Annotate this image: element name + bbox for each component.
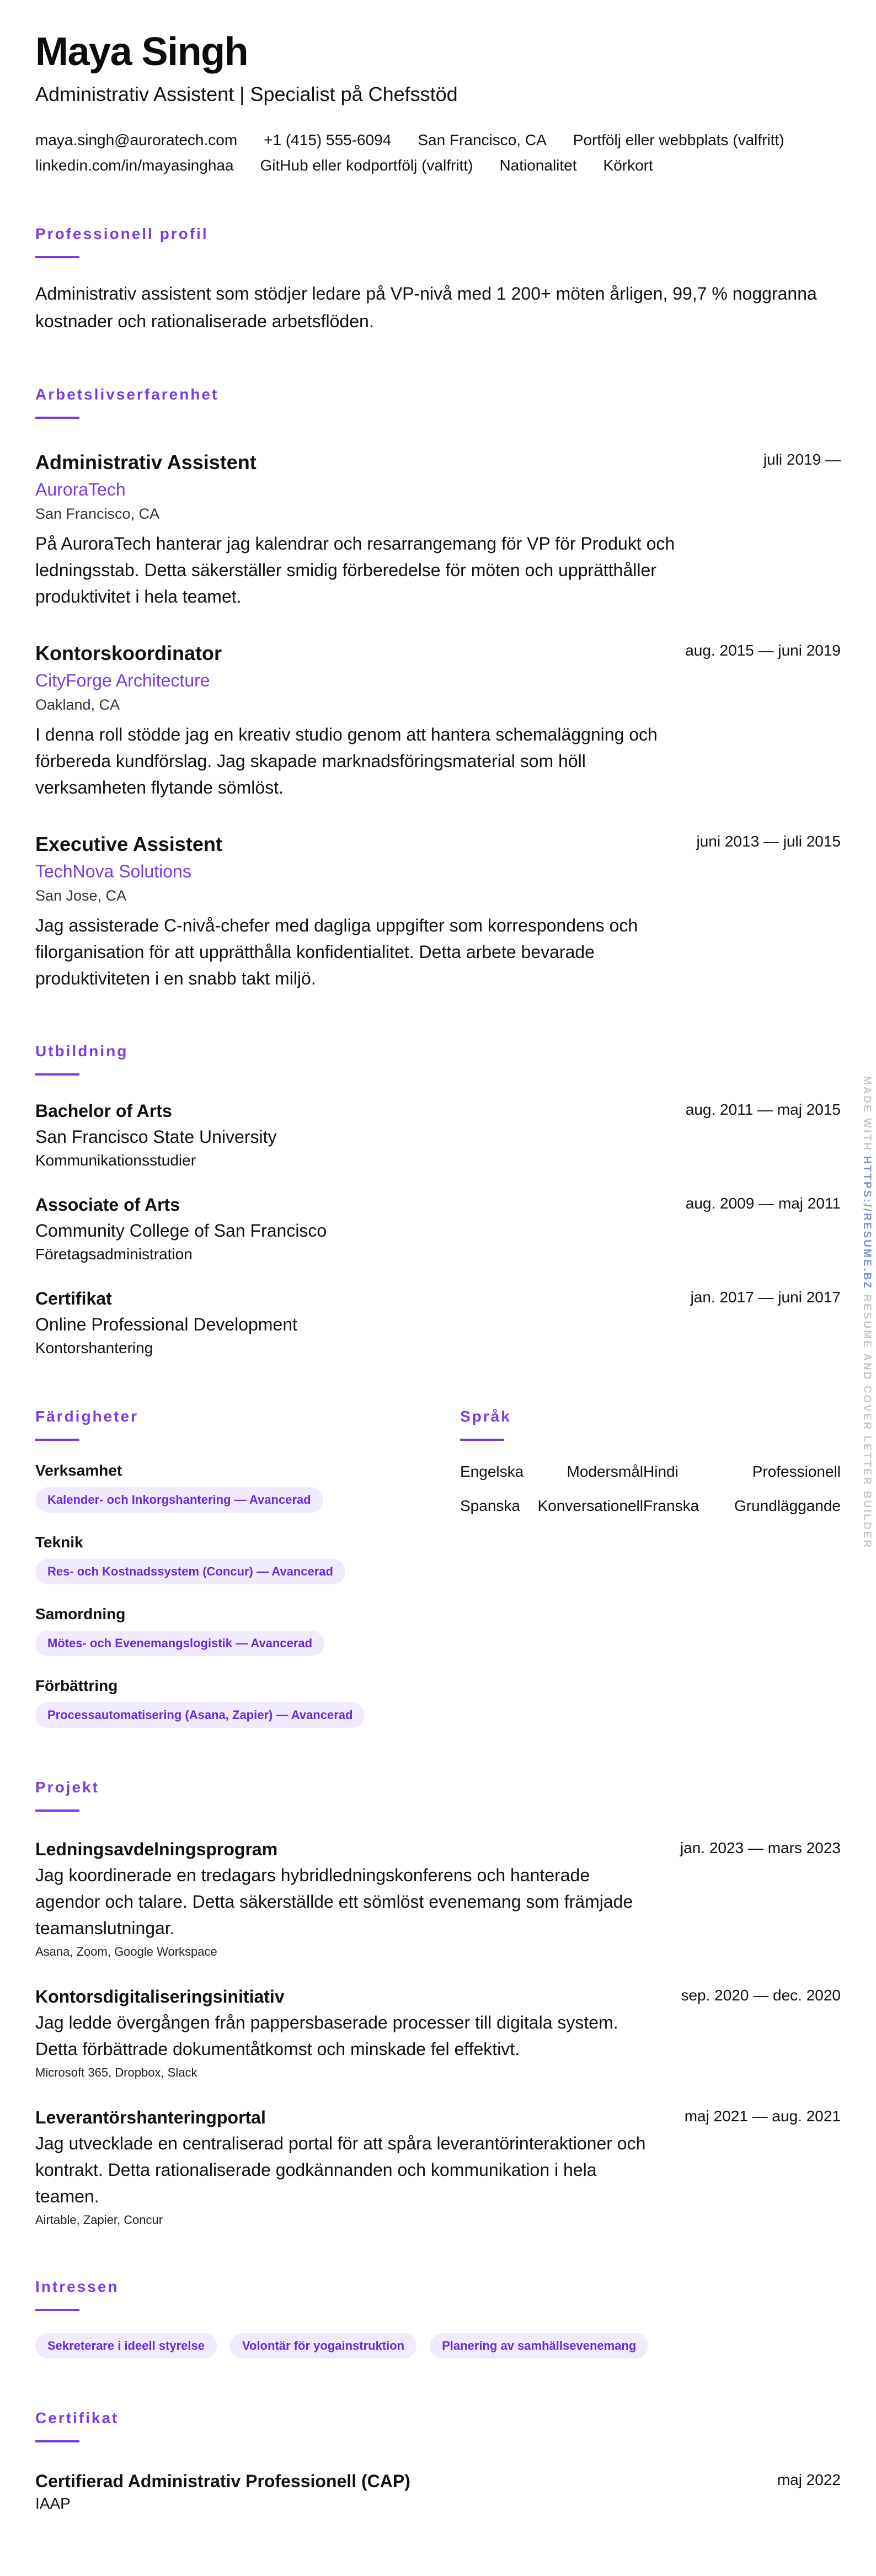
interest-tag: Planering av samhällsevenemang xyxy=(430,2333,648,2359)
education-school: Online Professional Development xyxy=(35,1314,297,1335)
section-title-profile: Professionell profil xyxy=(35,225,209,242)
contact-license: Körkort xyxy=(603,157,653,174)
profile-section xyxy=(35,225,841,335)
section-divider xyxy=(460,1439,504,1441)
project-dates: jan. 2023 — mars 2023 xyxy=(680,1839,841,1857)
section-title-experience: Arbetslivserfarenhet xyxy=(35,386,219,403)
contact-email[interactable]: maya.singh@auroratech.com xyxy=(35,131,238,148)
education-entry xyxy=(35,1289,841,1357)
section-divider xyxy=(35,417,79,419)
section-divider xyxy=(35,2309,79,2311)
certificates-section xyxy=(35,2409,841,2513)
skills-section xyxy=(35,1408,460,1728)
project-description: Jag utvecklade en centraliserad portal för att spåra leverantörinteraktioner och kontrakt. Detta rationaliserade godkännanden och kommunikation i hela teamen. xyxy=(35,2133,646,2207)
experience-entry xyxy=(35,833,841,992)
experience-entry xyxy=(35,451,841,610)
education-dates: aug. 2009 — maj 2011 xyxy=(685,1195,841,1212)
experience-description: I denna roll stödde jag en kreativ studio genom att hantera schemaläggning och förbereda kundförslag. Jag skapade marknadsföringsmaterial som höll verksamheten flytande sömlöst. xyxy=(35,725,658,798)
experience-description: På AuroraTech hanterar jag kalendrar och resarrangemang för VP för Produkt och ledningsstab. Detta säkerställer smidig förberedelse för möten och upprätthåller produktivitet i hela teamet. xyxy=(35,534,675,607)
education-degree: Certifikat xyxy=(35,1289,112,1309)
skill-group xyxy=(35,1462,460,1513)
education-entry xyxy=(35,1101,841,1169)
experience-entry xyxy=(35,642,841,801)
experience-dates: juli 2019 — xyxy=(763,451,841,469)
section-title-projects: Projekt xyxy=(35,1779,99,1796)
language-level: Professionell xyxy=(752,1463,841,1481)
skill-group xyxy=(35,1534,460,1584)
education-field: Kommunikationsstudier xyxy=(35,1152,196,1169)
interest-tag: Sekreterare i ideell styrelse xyxy=(35,2333,217,2359)
project-dates: maj 2021 — aug. 2021 xyxy=(684,2107,841,2125)
watermark-text xyxy=(861,1076,873,1549)
section-title-interests: Intressen xyxy=(35,2278,119,2296)
language-level: Modersmål xyxy=(567,1463,643,1481)
resume-header xyxy=(35,32,841,174)
watermark-suffix: RESUME AND COVER LETTER BUILDER xyxy=(861,1294,873,1550)
projects-section xyxy=(35,1779,841,2227)
experience-location: San Jose, CA xyxy=(35,887,127,904)
contact-location: San Francisco, CA xyxy=(418,131,547,148)
education-entry xyxy=(35,1195,841,1263)
project-name: Ledningsavdelningsprogram xyxy=(35,1839,278,1860)
watermark-prefix: MADE WITH xyxy=(861,1076,873,1152)
project-description: Jag ledde övergången från pappersbaserade processer till digitala system. Detta förbättrade dokumentåtkomst och minskade fel effektivt. xyxy=(35,2013,618,2059)
project-entry xyxy=(35,1987,841,2080)
project-name: Kontorsdigitaliseringsinitiativ xyxy=(35,1987,285,2007)
candidate-name: Maya Singh xyxy=(35,30,248,74)
section-title-languages: Språk xyxy=(460,1408,511,1425)
project-dates: sep. 2020 — dec. 2020 xyxy=(681,1987,841,2004)
experience-description: Jag assisterade C-nivå-chefer med dagliga uppgifter som korrespondens och filorganisation för att upprätthålla konfidentialitet. Detta arbete bevarade produktiviteten i en snabb takt miljö. xyxy=(35,916,638,989)
language-name: Franska xyxy=(643,1497,699,1515)
interest-list xyxy=(35,2333,841,2359)
candidate-tagline: Administrativ Assistent | Specialist på Chefsstöd xyxy=(35,83,458,105)
contact-nationality: Nationalitet xyxy=(499,157,577,174)
language-level: Konversationell xyxy=(537,1497,643,1515)
watermark-link[interactable]: HTTPS://RESUME.BZ xyxy=(861,1156,873,1290)
section-divider xyxy=(35,1073,79,1076)
resume-page xyxy=(35,32,841,2513)
education-degree: Associate of Arts xyxy=(35,1195,180,1215)
skills-languages-row xyxy=(35,1408,841,1728)
project-tech: Airtable, Zapier, Concur xyxy=(35,2213,163,2227)
skill-tag: Res- och Kostnadssystem (Concur) — Avancerad xyxy=(35,1559,345,1584)
contact-github[interactable]: GitHub eller kodportfölj (valfritt) xyxy=(260,157,473,174)
project-description: Jag koordinerade en tredagars hybridledningskonferens och hanterade agendor och talare. Detta säkerställde ett sömlöst evenemang som främjade teamanslutningar. xyxy=(35,1865,633,1939)
skill-tag: Mötes- och Evenemangslogistik — Avancerad xyxy=(35,1631,324,1656)
experience-role: Executive Assistent xyxy=(35,833,222,856)
languages-section xyxy=(460,1408,841,1728)
builder-watermark xyxy=(861,1076,873,1550)
interests-section xyxy=(35,2278,841,2359)
section-title-education: Utbildning xyxy=(35,1042,129,1060)
certificate-entry xyxy=(35,2471,841,2513)
skill-tag: Processautomatisering (Asana, Zapier) — Avancerad xyxy=(35,1702,365,1728)
contact-linkedin[interactable]: linkedin.com/in/mayasinghaa xyxy=(35,157,234,174)
education-school: San Francisco State University xyxy=(35,1127,277,1147)
education-school: Community College of San Francisco xyxy=(35,1221,327,1241)
education-dates: jan. 2017 — juni 2017 xyxy=(690,1289,841,1306)
experience-location: Oakland, CA xyxy=(35,696,120,714)
skill-tag: Kalender- och Inkorgshantering — Avancerad xyxy=(35,1487,323,1513)
skill-group-name: Verksamhet xyxy=(35,1462,122,1479)
certificate-name: Certifierad Administrativ Professionell (CAP) xyxy=(35,2471,410,2492)
section-divider xyxy=(35,256,79,258)
section-divider xyxy=(35,2440,79,2442)
skill-group-name: Samordning xyxy=(35,1605,126,1623)
education-field: Kontorshantering xyxy=(35,1339,153,1357)
experience-role: Kontorskoordinator xyxy=(35,642,222,665)
skill-group-name: Förbättring xyxy=(35,1677,118,1695)
language-name: Spanska xyxy=(460,1497,520,1515)
experience-section xyxy=(35,386,841,992)
experience-company: CityForge Architecture xyxy=(35,670,210,691)
experience-company: TechNova Solutions xyxy=(35,861,191,882)
certificate-issuer: IAAP xyxy=(35,2495,71,2513)
project-tech: Asana, Zoom, Google Workspace xyxy=(35,1945,217,1959)
contact-portfolio[interactable]: Portfölj eller webbplats (valfritt) xyxy=(573,131,784,148)
skill-group xyxy=(35,1605,460,1656)
project-tech: Microsoft 365, Dropbox, Slack xyxy=(35,2066,197,2080)
language-name: Engelska xyxy=(460,1463,524,1481)
skill-group xyxy=(35,1677,460,1728)
experience-location: San Francisco, CA xyxy=(35,505,160,523)
contact-phone[interactable]: +1 (415) 555-6094 xyxy=(264,131,392,148)
profile-summary: Administrativ assistent som stödjer ledare på VP-nivå med 1 200+ möten årligen, 99,7 % noggranna kostnader och rationaliserade arbetsflöden. xyxy=(35,284,817,331)
project-entry xyxy=(35,1839,841,1959)
section-divider xyxy=(35,1439,79,1441)
experience-role: Administrativ Assistent xyxy=(35,451,257,474)
skill-group-name: Teknik xyxy=(35,1534,83,1551)
section-divider xyxy=(35,1809,79,1812)
contact-list xyxy=(35,131,841,174)
project-entry xyxy=(35,2107,841,2227)
certificate-date: maj 2022 xyxy=(777,2471,841,2489)
education-degree: Bachelor of Arts xyxy=(35,1101,172,1121)
interest-tag: Volontär för yogainstruktion xyxy=(230,2333,416,2359)
education-section xyxy=(35,1042,841,1357)
education-field: Företagsadministration xyxy=(35,1246,193,1263)
education-dates: aug. 2011 — maj 2015 xyxy=(685,1101,841,1119)
section-title-certificates: Certifikat xyxy=(35,2409,119,2427)
project-name: Leverantörshanteringportal xyxy=(35,2107,266,2128)
language-name: Hindi xyxy=(643,1463,679,1481)
experience-company: AuroraTech xyxy=(35,480,126,500)
section-title-skills: Färdigheter xyxy=(35,1408,139,1425)
languages-grid xyxy=(460,1463,841,1515)
experience-dates: juni 2013 — juli 2015 xyxy=(696,833,841,850)
language-level: Grundläggande xyxy=(734,1497,841,1515)
experience-dates: aug. 2015 — juni 2019 xyxy=(685,642,841,659)
